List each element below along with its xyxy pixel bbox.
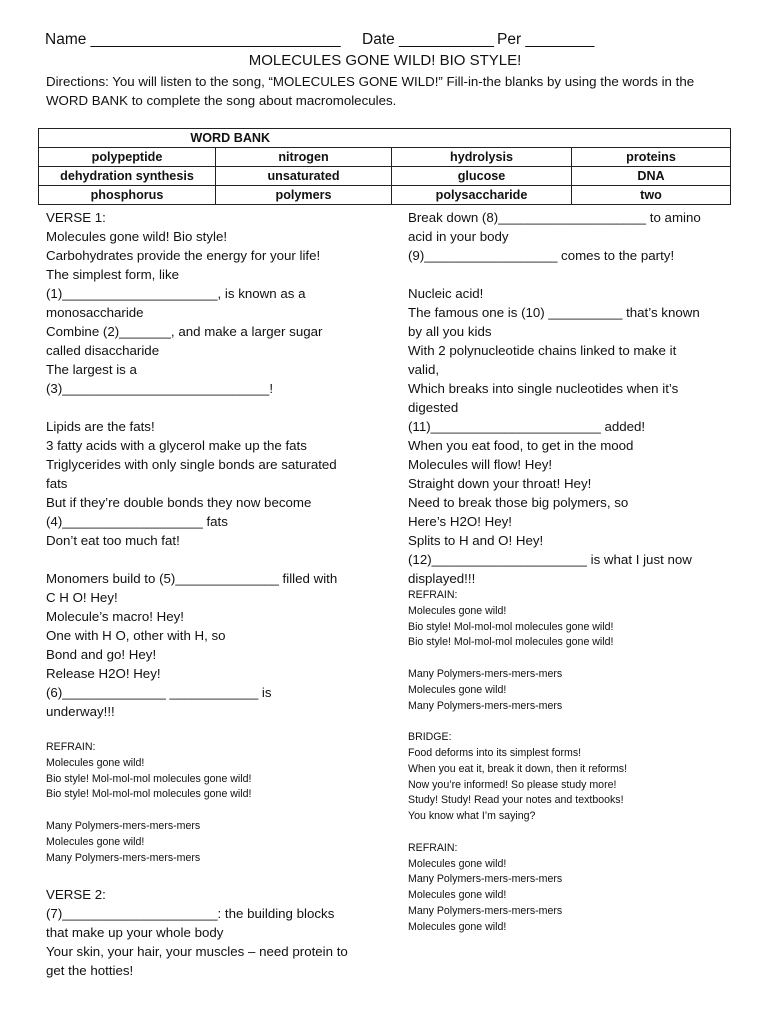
- lyric-line: (6)______________ ____________ is: [46, 685, 272, 700]
- lyrics-right-column: [408, 208, 728, 936]
- spacer: [46, 398, 386, 417]
- lyric-line: Don’t eat too much fat!: [46, 533, 180, 548]
- lyric-line: Monomers build to (5)______________ filled with: [46, 571, 338, 586]
- period-field[interactable]: Per ________: [497, 31, 595, 48]
- lyric-line: Bio style! Mol-mol-mol molecules gone wild!: [408, 620, 614, 633]
- lyric-line: displayed!!!: [408, 571, 476, 586]
- lyric-line: Your skin, your hair, your muscles – need protein to: [46, 944, 348, 960]
- lyric-line: Now you’re informed! So please study more!: [408, 778, 617, 791]
- word-bank-row: [39, 148, 731, 167]
- page-title: MOLECULES GONE WILD! BIO STYLE!: [248, 52, 522, 69]
- lyric-line: REFRAIN:: [46, 741, 96, 753]
- lyric-line: Many Polymers-mers-mers-mers: [408, 699, 563, 712]
- lyric-line: REFRAIN:: [408, 841, 458, 854]
- word-bank-heading-row: [39, 129, 731, 148]
- word-bank-cell: dehydration synthesis: [39, 167, 216, 186]
- lyric-line: When you eat it, break it down, then it reforms!: [408, 762, 628, 775]
- lyric-line: 3 fatty acids with a glycerol make up the fats: [46, 438, 307, 453]
- lyric-line: acid in your body: [408, 229, 509, 244]
- lyric-line: (12)_____________________ is what I just now: [408, 552, 692, 567]
- lyric-line: Many Polymers-mers-mers-mers: [46, 851, 201, 864]
- lyric-line: Molecules gone wild!: [408, 604, 507, 617]
- lyric-line: (1)_____________________, is known as a: [46, 286, 306, 301]
- lyric-line: REFRAIN:: [408, 589, 458, 601]
- lyric-line: The largest is a: [46, 362, 137, 377]
- date-field[interactable]: Date ___________: [362, 31, 494, 48]
- lyric-line: With 2 polynucleotide chains linked to make it: [408, 343, 677, 358]
- spacer: [46, 550, 386, 569]
- lyric-line: Splits to H and O! Hey!: [408, 533, 544, 548]
- lyric-line: BRIDGE:: [408, 731, 452, 744]
- word-bank-cell: nitrogen: [216, 148, 392, 167]
- lyric-line: Molecules will flow! Hey!: [408, 457, 553, 472]
- word-bank-cell: unsaturated: [216, 167, 392, 186]
- name-field[interactable]: Name _____________________________: [45, 31, 341, 48]
- word-bank-cell: DNA: [572, 167, 731, 186]
- lyric-line: Bond and go! Hey!: [46, 647, 157, 662]
- word-bank-heading: WORD BANK: [39, 129, 572, 148]
- directions-line-2: WORD BANK to complete the song about macromolecules.: [46, 93, 397, 108]
- spacer: [408, 825, 728, 841]
- lyric-line: Molecule’s macro! Hey!: [46, 609, 184, 624]
- word-bank-cell: polymers: [216, 186, 392, 205]
- lyric-line: by all you kids: [408, 324, 492, 339]
- word-bank-cell: polysaccharide: [392, 186, 572, 205]
- lyric-line: valid,: [408, 362, 440, 377]
- lyric-line: (9)__________________ comes to the party!: [408, 248, 675, 263]
- lyric-line: Release H2O! Hey!: [46, 666, 161, 681]
- lyric-line: You know what I’m saying?: [408, 810, 536, 823]
- lyric-line: Study! Study! Read your notes and textbooks!: [408, 794, 624, 807]
- word-bank-row: [39, 186, 731, 205]
- spacer: [408, 714, 728, 730]
- lyric-line: Bio style! Mol-mol-mol molecules gone wild!: [46, 788, 252, 801]
- lyric-line: Many Polymers-mers-mers-mers: [408, 904, 563, 917]
- lyric-line: Triglycerides with only single bonds are saturated: [46, 457, 337, 472]
- lyric-line: that make up your whole body: [46, 925, 224, 941]
- lyric-line: Lipids are the fats!: [46, 419, 155, 434]
- word-bank-cell: two: [572, 186, 731, 205]
- lyric-line: Molecules gone wild!: [408, 683, 507, 696]
- lyric-line: (4)___________________ fats: [46, 514, 228, 529]
- word-bank-cell: glucose: [392, 167, 572, 186]
- spacer: [46, 721, 386, 740]
- word-bank-row: [39, 167, 731, 186]
- lyric-line: The simplest form, like: [46, 267, 180, 282]
- lyric-line: Need to break those big polymers, so: [408, 495, 629, 510]
- lyric-line: Molecules gone wild!: [408, 889, 507, 902]
- lyric-line: VERSE 2:: [46, 887, 106, 903]
- word-bank-cell: proteins: [572, 148, 731, 167]
- lyric-line: (3)____________________________!: [46, 381, 274, 396]
- lyric-line: Molecules gone wild!: [46, 835, 145, 848]
- lyric-line: One with H O, other with H, so: [46, 628, 226, 643]
- spacer: [46, 803, 386, 819]
- word-bank-table: [38, 128, 731, 205]
- directions-line-1: Directions: You will listen to the song, “MOLECULES GONE WILD!” Fill-in-the blanks by using the words in the: [46, 74, 695, 89]
- lyric-line: Many Polymers-mers-mers-mers: [46, 819, 201, 832]
- lyric-line: fats: [46, 476, 68, 491]
- lyric-line: Break down (8)____________________ to amino: [408, 210, 701, 225]
- spacer: [408, 265, 728, 284]
- lyric-line: Which breaks into single nucleotides when it’s: [408, 381, 679, 396]
- lyric-line: get the hotties!: [46, 963, 134, 979]
- lyric-line: Molecules gone wild! Bio style!: [46, 229, 228, 244]
- spacer: [46, 866, 386, 885]
- lyric-line: underway!!!: [46, 704, 115, 719]
- lyric-line: Food deforms into its simplest forms!: [408, 746, 582, 759]
- lyric-line: Bio style! Mol-mol-mol molecules gone wild!: [408, 636, 614, 649]
- lyric-line: Many Polymers-mers-mers-mers: [408, 667, 563, 680]
- lyric-line: VERSE 1:: [46, 210, 106, 225]
- lyric-line: Bio style! Mol-mol-mol molecules gone wild!: [46, 772, 252, 785]
- lyric-line: Nucleic acid!: [408, 286, 484, 301]
- header-line: [45, 31, 745, 51]
- spacer: [408, 651, 728, 667]
- lyric-line: (11)_______________________ added!: [408, 419, 646, 434]
- word-bank-heading-spacer: [572, 129, 731, 148]
- lyric-line: Molecules gone wild!: [408, 920, 507, 933]
- lyric-line: Straight down your throat! Hey!: [408, 476, 592, 491]
- word-bank-cell: hydrolysis: [392, 148, 572, 167]
- lyric-line: The famous one is (10) __________ that’s known: [408, 305, 700, 320]
- lyric-line: monosaccharide: [46, 305, 144, 320]
- lyric-line: Molecules gone wild!: [408, 857, 507, 870]
- lyric-line: But if they’re double bonds they now become: [46, 495, 312, 510]
- lyric-line: called disaccharide: [46, 343, 160, 358]
- lyric-line: (7)_____________________: the building blocks: [46, 906, 335, 922]
- lyrics-left-column: [46, 208, 386, 980]
- lyric-line: C H O! Hey!: [46, 590, 118, 605]
- lyric-line: digested: [408, 400, 459, 415]
- lyric-line: Here’s H2O! Hey!: [408, 514, 512, 529]
- lyric-line: Combine (2)_______, and make a larger sugar: [46, 324, 323, 339]
- word-bank-cell: phosphorus: [39, 186, 216, 205]
- lyric-line: Molecules gone wild!: [46, 756, 145, 769]
- lyric-line: Carbohydrates provide the energy for your life!: [46, 248, 321, 263]
- word-bank-cell: polypeptide: [39, 148, 216, 167]
- directions: [46, 72, 736, 110]
- lyric-line: Many Polymers-mers-mers-mers: [408, 873, 563, 886]
- lyric-line: When you eat food, to get in the mood: [408, 438, 634, 453]
